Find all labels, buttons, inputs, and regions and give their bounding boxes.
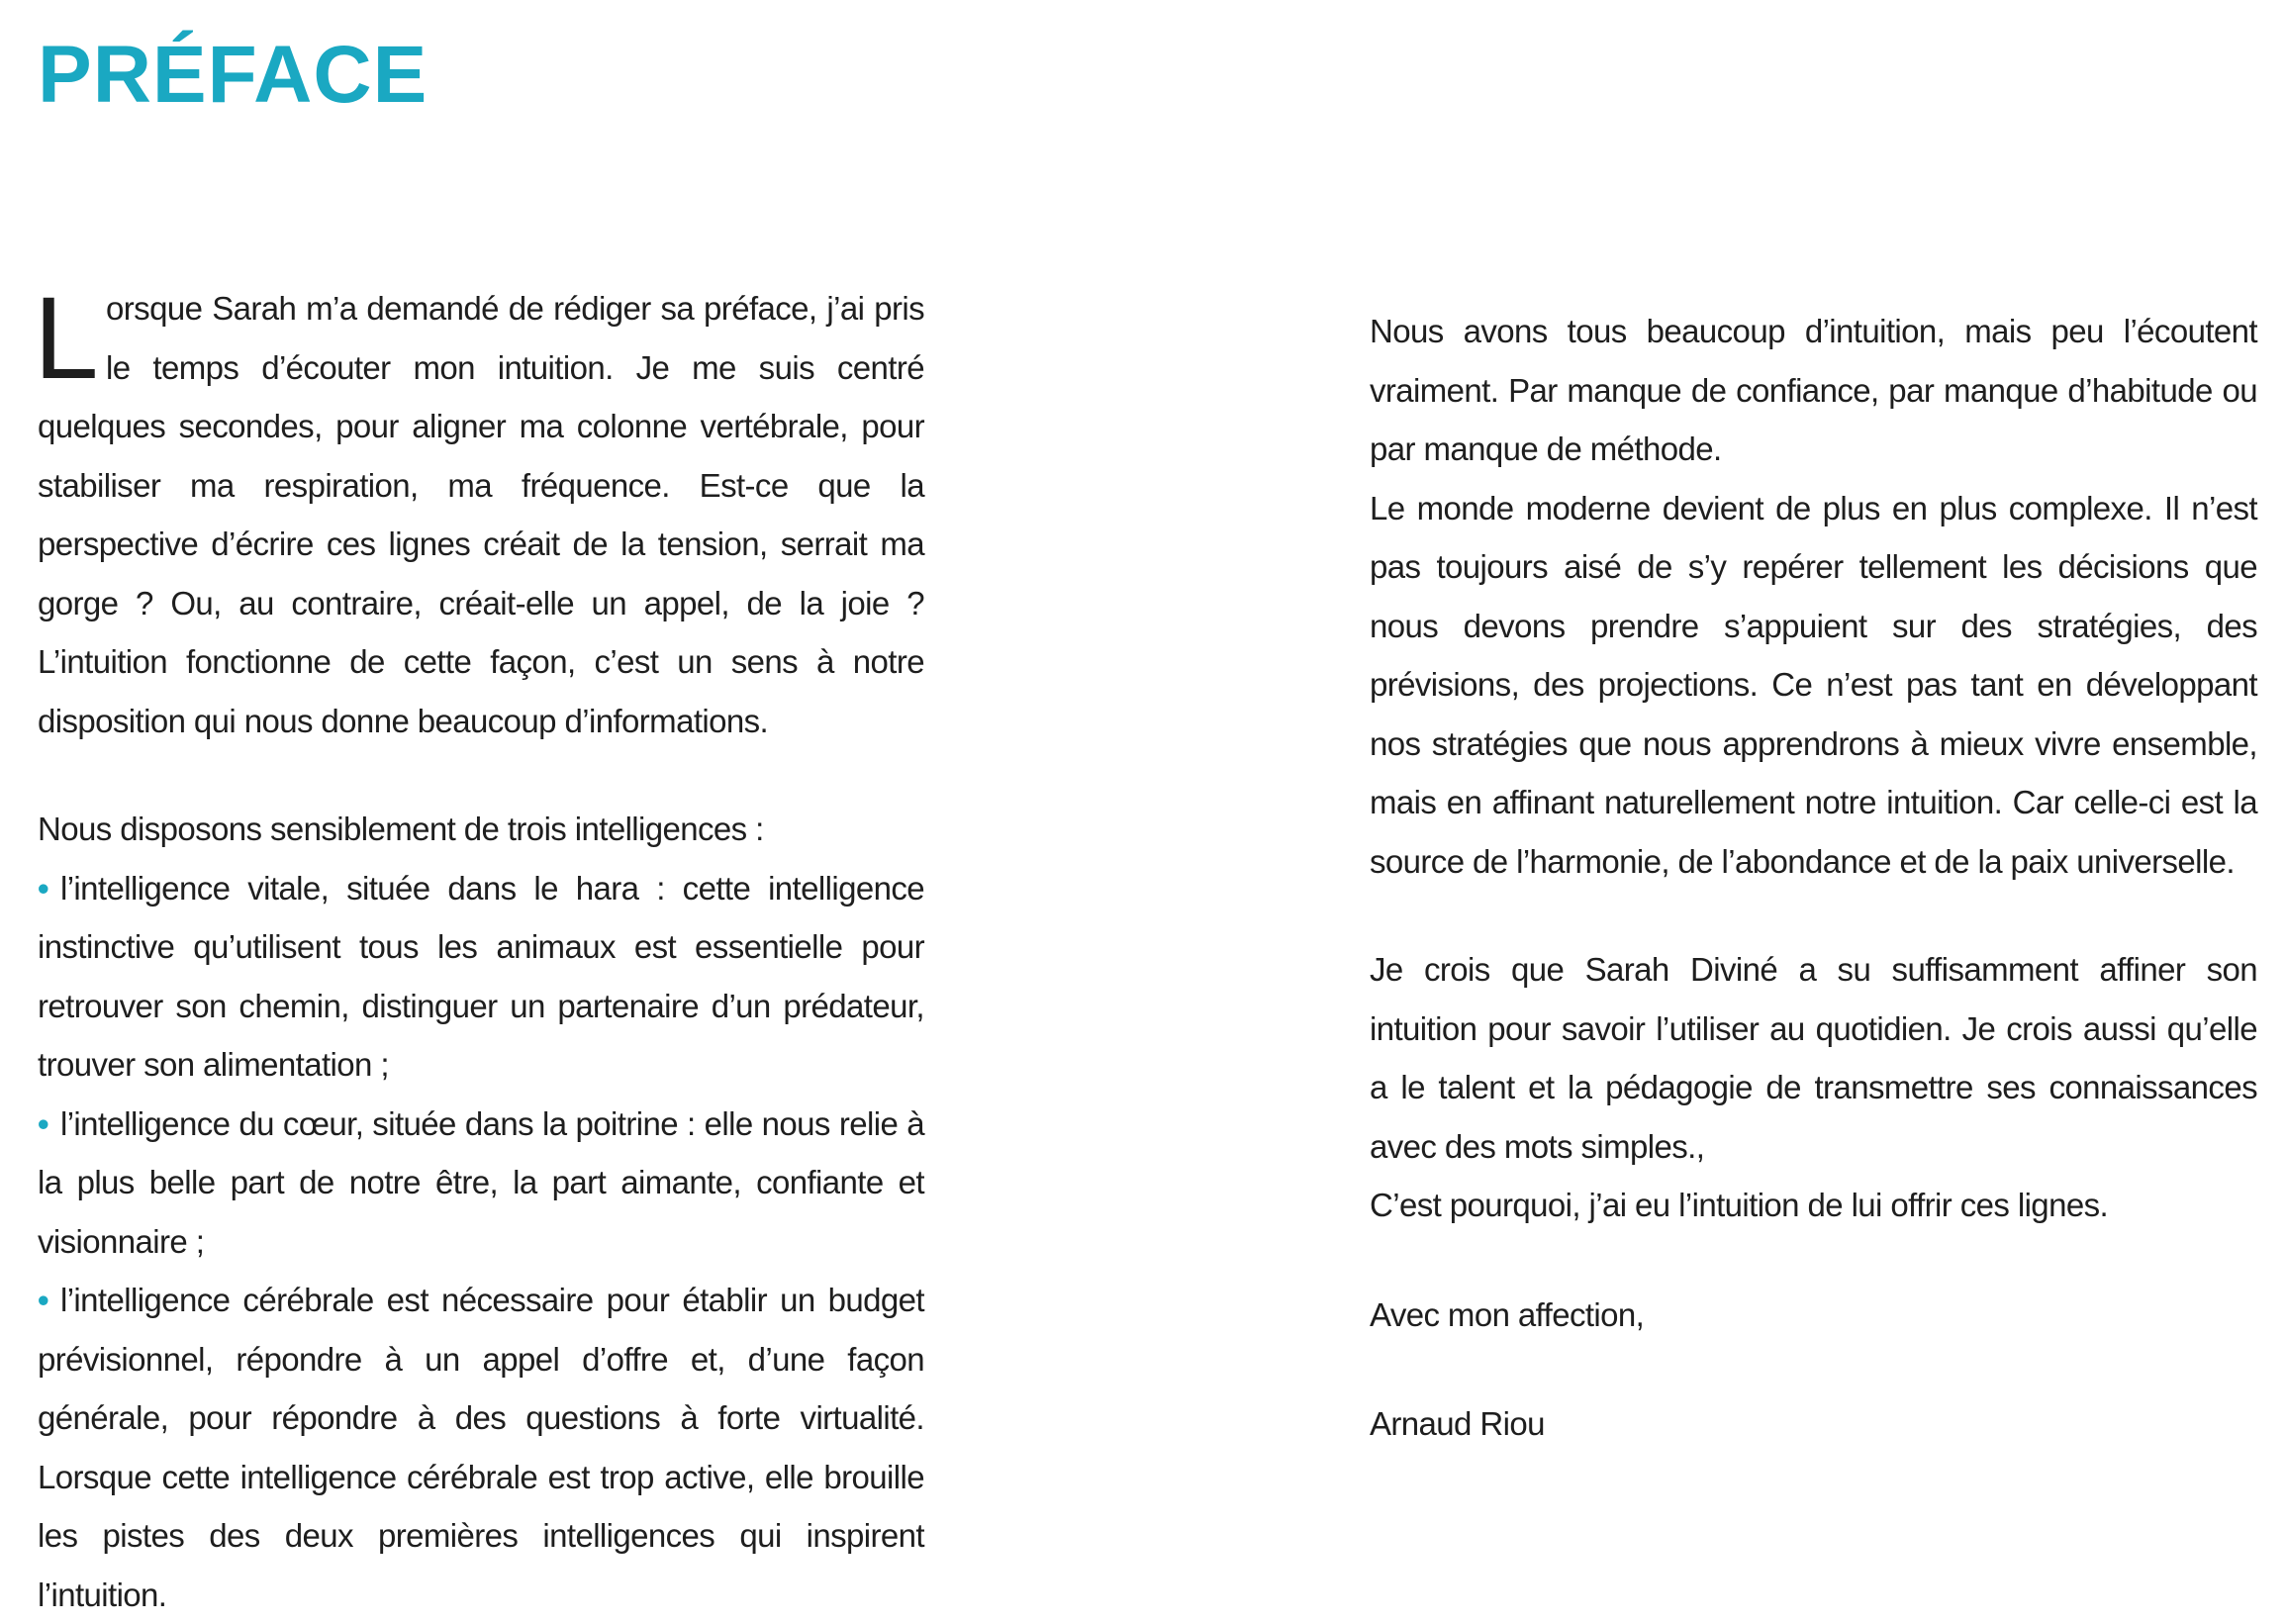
bullet-dot-icon: •	[38, 1104, 48, 1142]
drop-cap: L	[34, 273, 99, 404]
bullet-item-heart	[38, 1095, 924, 1272]
intro-text: orsque Sarah m’a demandé de rédiger sa préface, j’ai pris le temps d’écouter mon intuition. Je me suis centré quelques secondes, pour aligner ma colonne vertébrale, pour stabiliser ma respiration, ma fréquence. Est-ce que la perspective d’écrire ces lignes créait de la tension, serrait ma gorge ? Ou, au contraire, créait-elle un appel, de la joie ? L’intuition fonctionne de cette façon, c’est un sens à notre disposition qui nous donne beaucoup d’informations.	[38, 290, 924, 739]
bullet-item-vital	[38, 859, 924, 1095]
bullet-text: l’intelligence cérébrale est nécessaire pour établir un budget prévisionnel, répondre à un appel d’offre et, d’une façon générale, pour répondre à des questions à forte virtualité. Lorsque cette intelligence cérébrale est trop active, elle brouille les pistes des deux premières intelligences qui inspirent l’intuition.	[38, 1282, 924, 1613]
intro-paragraph	[34, 273, 924, 750]
bullet-dot-icon: •	[38, 1282, 48, 1318]
bullet-text: l’intelligence du cœur, située dans la poitrine : elle nous relie à la plus belle part de notre être, la part aimante, confiante et visionnaire ;	[38, 1104, 924, 1260]
paragraph-sarah: Je crois que Sarah Diviné a su suffisamment affiner son intuition pour savoir l’utiliser au quotidien. Je crois aussi qu’elle a le talent et la pédagogie de transmettre ses connaissances avec des mots simples.,	[1370, 951, 2257, 1165]
closing-line: Avec mon affection,	[1370, 1295, 1645, 1333]
paragraph-modern-world: Le monde moderne devient de plus en plus complexe. Il n’est pas toujours aisé de s’y repérer tellement les décisions que nous devons prendre s’appuient sur des stratégies, des prévisions, des projections. Ce n’est pas tant en développant nos stratégies que nous apprendrons à mieux vivre ensemble, mais en affinant naturellement notre intuition. Car celle-ci est la source de l’harmonie, de l’abondance et de la paix universelle.	[1370, 489, 2257, 880]
bullet-item-cerebral	[38, 1271, 924, 1624]
paragraph-offer: C’est pourquoi, j’ai eu l’intuition de lui offrir ces lignes.	[1370, 1187, 2109, 1223]
bullet-dot-icon: •	[38, 869, 48, 907]
right-column	[1370, 302, 2257, 1454]
page-title: PRÉFACE	[38, 30, 429, 120]
list-heading: Nous disposons sensiblement de trois intelligences :	[38, 811, 764, 847]
paragraph-intuition: Nous avons tous beaucoup d’intuition, mais peu l’écoutent vraiment. Par manque de confiance, par manque d’habitude ou par manque de méthode.	[1370, 313, 2257, 467]
bullet-text: l’intelligence vitale, située dans le hara : cette intelligence instinctive qu’utilisent tous les animaux est essentielle pour retrouver son chemin, distinguer un partenaire d’un prédateur, trouver son alimentation ;	[38, 869, 924, 1083]
left-column	[34, 273, 924, 1624]
signature: Arnaud Riou	[1370, 1405, 1545, 1442]
